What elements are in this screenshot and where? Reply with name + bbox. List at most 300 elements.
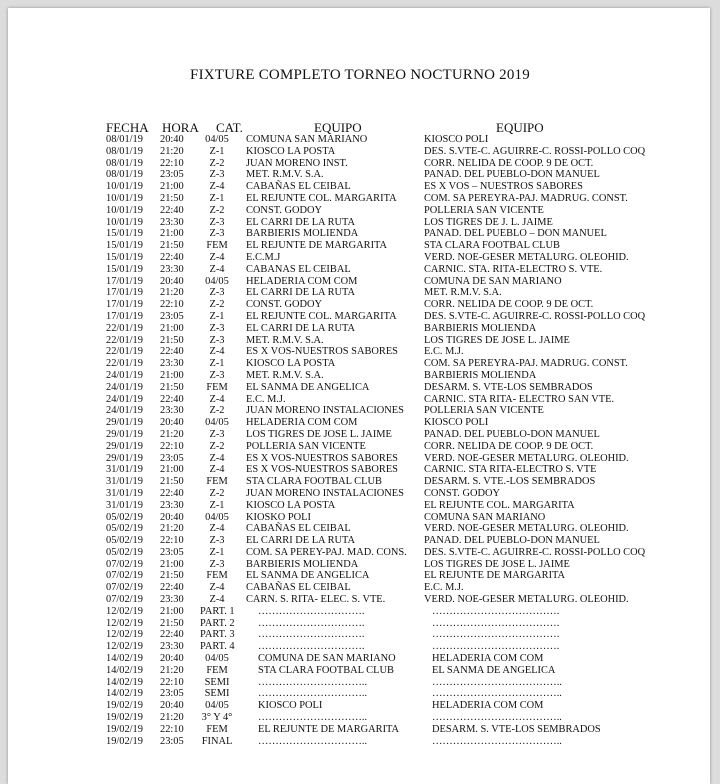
table-row <box>0 169 720 181</box>
team-1-cell: CONST. GODOY <box>246 204 323 216</box>
date-cell: 05/02/19 <box>106 523 143 535</box>
team-1-cell: EL SANMA DE ANGELICA <box>246 381 370 393</box>
table-row <box>0 500 720 512</box>
team-1-cell: STA CLARA FOOTBAL CLUB <box>258 664 394 676</box>
category-cell: Z-3 <box>209 228 225 240</box>
category-cell: SEMI <box>204 688 230 700</box>
category-cell: Z-3 <box>209 322 225 334</box>
category-cell: FEM <box>206 240 228 252</box>
time-cell: 23:05 <box>160 546 184 558</box>
category-cell: Z-4 <box>209 464 225 476</box>
team-2-cell: ……………………………….. <box>432 712 562 724</box>
table-row <box>0 276 720 288</box>
time-cell: 21:50 <box>160 617 184 629</box>
time-cell: 21:00 <box>160 322 184 334</box>
time-cell: 22:40 <box>160 582 184 594</box>
team-2-cell: E.C. M.J. <box>424 346 464 358</box>
category-cell: Z-3 <box>209 428 225 440</box>
time-cell: 23:30 <box>160 263 184 275</box>
date-cell: 14/02/19 <box>106 653 143 665</box>
team-2-cell: DESARM. S. VTE-LOS SEMBRADOS <box>424 381 593 393</box>
team-2-cell: ……………………………….. <box>432 735 562 747</box>
date-cell: 10/01/19 <box>106 181 143 193</box>
date-cell: 05/02/19 <box>106 511 143 523</box>
team-2-cell: ……………………………….. <box>432 676 562 688</box>
date-cell: 08/01/19 <box>106 134 143 145</box>
category-cell: Z-1 <box>209 546 225 558</box>
time-cell: 23:05 <box>160 310 184 322</box>
date-cell: 31/01/19 <box>106 464 143 476</box>
time-cell: 20:40 <box>160 134 184 145</box>
table-row <box>0 665 720 677</box>
date-cell: 17/01/19 <box>106 310 143 322</box>
team-1-cell: EL CARRI DE LA RUTA <box>246 322 356 334</box>
time-cell: 22:10 <box>160 723 184 735</box>
team-1-cell: CONST. GODOY <box>246 299 323 311</box>
category-cell: Z-4 <box>209 263 225 275</box>
category-cell: Z-2 <box>209 157 225 169</box>
time-cell: 23:05 <box>160 452 184 464</box>
team-2-cell: DES. S.VTE-C. AGUIRRE-C. ROSSI-POLLO COQ <box>424 546 646 558</box>
team-2-cell: PANAD. DEL PUEBLO – DON MANUEL <box>424 228 607 240</box>
category-cell: Z-2 <box>209 299 225 311</box>
team-2-cell: POLLERIA SAN VICENTE <box>424 204 544 216</box>
team-2-cell: KIOSCO POLI <box>424 417 489 429</box>
table-row <box>0 724 720 736</box>
time-cell: 22:40 <box>160 251 184 263</box>
team-1-cell: …………………………. <box>258 641 365 653</box>
team-1-cell: KIOSCO LA POSTA <box>246 499 336 511</box>
category-cell: 04/05 <box>205 134 229 145</box>
table-row <box>0 335 720 347</box>
date-cell: 10/01/19 <box>106 216 143 228</box>
table-row <box>0 311 720 323</box>
time-cell: 23:05 <box>160 735 184 747</box>
team-1-cell: LOS TIGRES DE JOSE L. JAIME <box>246 428 392 440</box>
time-cell: 23:30 <box>160 594 184 606</box>
date-cell: 05/02/19 <box>106 535 143 547</box>
team-2-cell: ES X VOS – NUESTROS SABORES <box>424 181 583 193</box>
team-2-cell: PANAD. DEL PUEBLO-DON MANUEL <box>424 169 600 181</box>
team-2-cell: LOS TIGRES DE JOSE L. JAIME <box>424 334 570 346</box>
team-1-cell: ………………………….. <box>258 712 368 724</box>
table-row <box>0 653 720 665</box>
category-cell: Z-4 <box>209 181 225 193</box>
table-row <box>0 382 720 394</box>
date-cell: 08/01/19 <box>106 169 143 181</box>
team-1-cell: KIOSCO LA POSTA <box>246 358 336 370</box>
team-2-cell: VERD. NOE-GESER METALURG. OLEOHID. <box>424 452 629 464</box>
time-cell: 21:50 <box>160 334 184 346</box>
category-cell: Z-4 <box>209 523 225 535</box>
team-1-cell: HELADERIA COM COM <box>246 417 358 429</box>
table-row <box>0 688 720 700</box>
date-cell: 24/01/19 <box>106 393 143 405</box>
time-cell: 22:10 <box>160 535 184 547</box>
team-2-cell: ………………………………. <box>432 629 560 641</box>
time-cell: 23:05 <box>160 688 184 700</box>
category-cell: 04/05 <box>205 275 229 287</box>
date-cell: 17/01/19 <box>106 275 143 287</box>
table-row <box>0 547 720 559</box>
team-1-cell: HELADERIA COM COM <box>246 275 358 287</box>
category-cell: Z-3 <box>209 216 225 228</box>
category-cell: Z-1 <box>209 358 225 370</box>
team-1-cell: E.C.M.J <box>246 251 281 263</box>
category-cell: PART. 1 <box>200 605 235 617</box>
date-cell: 22/01/19 <box>106 322 143 334</box>
team-1-cell: CABAÑAS EL CEIBAL <box>246 523 351 535</box>
team-2-cell: COMUNA SAN MARIANO <box>424 511 546 523</box>
time-cell: 21:50 <box>160 381 184 393</box>
category-cell: Z-3 <box>209 535 225 547</box>
table-row <box>0 405 720 417</box>
time-cell: 21:00 <box>160 464 184 476</box>
category-cell: FEM <box>206 381 228 393</box>
time-cell: 22:40 <box>160 346 184 358</box>
table-row <box>0 512 720 524</box>
date-cell: 15/01/19 <box>106 240 143 252</box>
time-cell: 23:30 <box>160 499 184 511</box>
time-cell: 22:40 <box>160 204 184 216</box>
time-cell: 20:40 <box>160 275 184 287</box>
time-cell: 22:10 <box>160 157 184 169</box>
time-cell: 23:30 <box>160 216 184 228</box>
category-cell: Z-4 <box>209 393 225 405</box>
date-cell: 19/02/19 <box>106 700 143 712</box>
category-cell: Z-3 <box>209 169 225 181</box>
table-row <box>0 618 720 630</box>
date-cell: 05/02/19 <box>106 546 143 558</box>
team-1-cell: EL REJUNTE COL. MARGARITA <box>246 310 397 322</box>
table-row <box>0 429 720 441</box>
team-1-cell: EL REJUNTE DE MARGARITA <box>258 723 400 735</box>
team-2-cell: PANAD. DEL PUEBLO-DON MANUEL <box>424 428 600 440</box>
date-cell: 31/01/19 <box>106 487 143 499</box>
header-equipo-2: EQUIPO <box>496 120 544 135</box>
header-fecha: FECHA <box>106 120 149 135</box>
date-cell: 31/01/19 <box>106 499 143 511</box>
time-cell: 21:50 <box>160 192 184 204</box>
team-2-cell: ………………………………. <box>432 605 560 617</box>
team-1-cell: ………………………….. <box>258 735 368 747</box>
category-cell: Z-3 <box>209 287 225 299</box>
team-2-cell: ………………………………. <box>432 641 560 653</box>
category-cell: 04/05 <box>205 700 229 712</box>
category-cell: Z-4 <box>209 452 225 464</box>
table-row <box>0 476 720 488</box>
time-cell: 21:00 <box>160 369 184 381</box>
fixture-table <box>0 134 720 747</box>
team-1-cell: COMUNA DE SAN MARIANO <box>258 653 396 665</box>
category-cell: Z-4 <box>209 251 225 263</box>
date-cell: 22/01/19 <box>106 346 143 358</box>
time-cell: 21:20 <box>160 523 184 535</box>
team-2-cell: CARNIC. STA. RITA-ELECTRO S. VTE. <box>424 263 603 275</box>
team-2-cell: DESARM. S. VTE.-LOS SEMBRADOS <box>424 476 596 488</box>
team-2-cell: CARNIC. STA RITA-ELECTRO S. VTE <box>424 464 597 476</box>
date-cell: 07/02/19 <box>106 570 143 582</box>
team-1-cell: EL SANMA DE ANGELICA <box>246 570 370 582</box>
document-title: FIXTURE COMPLETO TORNEO NOCTURNO 2019 <box>190 67 530 83</box>
team-1-cell: MET. R.M.V. S.A. <box>246 334 324 346</box>
header-hora: HORA <box>162 120 199 135</box>
team-2-cell: ………………………………. <box>432 617 560 629</box>
time-cell: 22:40 <box>160 487 184 499</box>
table-row <box>0 252 720 264</box>
team-2-cell: HELADERIA COM COM <box>432 653 544 665</box>
team-2-cell: VERD. NOE-GESER METALURG. OLEOHID. <box>424 594 629 606</box>
team-1-cell: JUAN MORENO INSTALACIONES <box>246 405 404 417</box>
table-row <box>0 228 720 240</box>
team-2-cell: E.C. M.J. <box>424 582 464 594</box>
team-2-cell: MET. R.M.V. S.A. <box>424 287 502 299</box>
category-cell: Z-3 <box>209 334 225 346</box>
team-2-cell: COM. SA PEREYRA-PAJ. MADRUG. CONST. <box>424 358 628 370</box>
team-2-cell: DES. S.VTE-C. AGUIRRE-C. ROSSI-POLLO COQ <box>424 145 646 157</box>
time-cell: 21:50 <box>160 570 184 582</box>
team-1-cell: BARBIERIS MOLIENDA <box>246 228 359 240</box>
table-row <box>0 453 720 465</box>
time-cell: 21:20 <box>160 712 184 724</box>
team-1-cell: COM. SA PEREY-PAJ. MAD. CONS. <box>246 546 407 558</box>
time-cell: 22:10 <box>160 299 184 311</box>
table-row <box>0 523 720 535</box>
team-1-cell: COMUNA SAN MARIANO <box>246 134 368 145</box>
team-1-cell: MET. R.M.V. S.A. <box>246 369 324 381</box>
category-cell: PART. 3 <box>200 629 235 641</box>
table-row <box>0 594 720 606</box>
time-cell: 20:40 <box>160 653 184 665</box>
category-cell: FEM <box>206 476 228 488</box>
header-equipo-1: EQUIPO <box>314 120 362 135</box>
date-cell: 17/01/19 <box>106 287 143 299</box>
date-cell: 07/02/19 <box>106 558 143 570</box>
team-1-cell: MET. R.M.V. S.A. <box>246 169 324 181</box>
table-row <box>0 570 720 582</box>
team-1-cell: CABAÑAS EL CEIBAL <box>246 582 351 594</box>
team-2-cell: VERD. NOE-GESER METALURG. OLEOHID. <box>424 251 629 263</box>
date-cell: 17/01/19 <box>106 299 143 311</box>
time-cell: 22:10 <box>160 676 184 688</box>
team-2-cell: EL SANMA DE ANGELICA <box>432 664 556 676</box>
date-cell: 15/01/19 <box>106 263 143 275</box>
team-1-cell: ES X VOS-NUESTROS SABORES <box>246 464 398 476</box>
team-1-cell: …………………………. <box>258 605 365 617</box>
table-row <box>0 677 720 689</box>
category-cell: Z-3 <box>209 558 225 570</box>
category-cell: Z-1 <box>209 310 225 322</box>
date-cell: 22/01/19 <box>106 358 143 370</box>
category-cell: 04/05 <box>205 653 229 665</box>
category-cell: PART. 4 <box>200 641 235 653</box>
table-row <box>0 370 720 382</box>
time-cell: 21:00 <box>160 228 184 240</box>
team-1-cell: EL CARRI DE LA RUTA <box>246 287 356 299</box>
team-1-cell: BARBIERIS MOLIENDA <box>246 558 359 570</box>
category-cell: FEM <box>206 723 228 735</box>
table-row <box>0 193 720 205</box>
team-2-cell: LOS TIGRES DE J. L. JAIME <box>424 216 553 228</box>
team-2-cell: DES. S.VTE-C. AGUIRRE-C. ROSSI-POLLO COQ <box>424 310 646 322</box>
table-row <box>0 323 720 335</box>
date-cell: 12/02/19 <box>106 605 143 617</box>
table-row <box>0 146 720 158</box>
time-cell: 21:50 <box>160 240 184 252</box>
table-row <box>0 299 720 311</box>
category-cell: Z-1 <box>209 145 225 157</box>
team-2-cell: CORR. NELIDA DE COOP. 9 DE OCT. <box>424 299 594 311</box>
category-cell: Z-3 <box>209 369 225 381</box>
date-cell: 19/02/19 <box>106 735 143 747</box>
date-cell: 14/02/19 <box>106 676 143 688</box>
category-cell: PART. 2 <box>200 617 235 629</box>
team-2-cell: PANAD. DEL PUEBLO-DON MANUEL <box>424 535 600 547</box>
category-cell: 04/05 <box>205 511 229 523</box>
date-cell: 08/01/19 <box>106 145 143 157</box>
date-cell: 15/01/19 <box>106 228 143 240</box>
date-cell: 22/01/19 <box>106 334 143 346</box>
time-cell: 21:20 <box>160 428 184 440</box>
category-cell: Z-4 <box>209 346 225 358</box>
team-2-cell: CARNIC. STA RITA- ELECTRO SAN VTE. <box>424 393 615 405</box>
team-2-cell: STA CLARA FOOTBAL CLUB <box>424 240 560 252</box>
header-cat: CAT. <box>216 120 243 135</box>
time-cell: 21:20 <box>160 145 184 157</box>
date-cell: 29/01/19 <box>106 452 143 464</box>
table-row <box>0 641 720 653</box>
team-2-cell: COM. SA PEREYRA-PAJ. MADRUG. CONST. <box>424 192 628 204</box>
time-cell: 23:05 <box>160 169 184 181</box>
table-row <box>0 264 720 276</box>
time-cell: 22:40 <box>160 629 184 641</box>
date-cell: 08/01/19 <box>106 157 143 169</box>
table-row <box>0 181 720 193</box>
category-cell: Z-2 <box>209 487 225 499</box>
team-1-cell: EL CARRI DE LA RUTA <box>246 216 356 228</box>
date-cell: 07/02/19 <box>106 594 143 606</box>
table-row <box>0 606 720 618</box>
date-cell: 31/01/19 <box>106 476 143 488</box>
team-2-cell: POLLERIA SAN VICENTE <box>424 405 544 417</box>
category-cell: Z-1 <box>209 192 225 204</box>
category-cell: Z-2 <box>209 440 225 452</box>
team-2-cell: DESARM. S. VTE-LOS SEMBRADOS <box>432 723 601 735</box>
team-1-cell: JUAN MORENO INSTALACIONES <box>246 487 404 499</box>
date-cell: 29/01/19 <box>106 440 143 452</box>
category-cell: Z-1 <box>209 499 225 511</box>
time-cell: 22:10 <box>160 440 184 452</box>
table-row <box>0 464 720 476</box>
time-cell: 21:00 <box>160 605 184 617</box>
team-1-cell: EL CARRI DE LA RUTA <box>246 535 356 547</box>
team-2-cell: HELADERIA COM COM <box>432 700 544 712</box>
category-cell: Z-4 <box>209 594 225 606</box>
team-1-cell: KIOSKO POLI <box>246 511 311 523</box>
table-row <box>0 205 720 217</box>
team-2-cell: ……………………………….. <box>432 688 562 700</box>
date-cell: 10/01/19 <box>106 192 143 204</box>
team-1-cell: …………………………. <box>258 617 365 629</box>
team-2-cell: VERD. NOE-GESER METALURG. OLEOHID. <box>424 523 629 535</box>
team-1-cell: ………………………….. <box>258 676 368 688</box>
team-2-cell: CORR. NELIDA DE COOP. 9 DE OCT. <box>424 440 594 452</box>
table-row <box>0 158 720 170</box>
team-1-cell: ES X VOS-NUESTROS SABORES <box>246 346 398 358</box>
category-cell: FINAL <box>201 735 233 747</box>
team-2-cell: CORR. NELIDA DE COOP. 9 DE OCT. <box>424 157 594 169</box>
team-2-cell: KIOSCO POLI <box>424 134 489 145</box>
table-row <box>0 441 720 453</box>
time-cell: 20:40 <box>160 700 184 712</box>
table-row <box>0 358 720 370</box>
category-cell: Z-2 <box>209 204 225 216</box>
date-cell: 12/02/19 <box>106 629 143 641</box>
table-row <box>0 217 720 229</box>
team-2-cell: BARBIERIS MOLIENDA <box>424 369 537 381</box>
team-1-cell: EL REJUNTE COL. MARGARITA <box>246 192 397 204</box>
date-cell: 19/02/19 <box>106 723 143 735</box>
category-cell: SEMI <box>204 676 230 688</box>
date-cell: 24/01/19 <box>106 369 143 381</box>
time-cell: 22:40 <box>160 393 184 405</box>
team-1-cell: CABAÑAS EL CEIBAL <box>246 181 351 193</box>
table-row <box>0 736 720 748</box>
table-row <box>0 417 720 429</box>
date-cell: 14/02/19 <box>106 664 143 676</box>
date-cell: 14/02/19 <box>106 688 143 700</box>
table-row <box>0 700 720 712</box>
team-2-cell: EL REJUNTE DE MARGARITA <box>424 570 566 582</box>
team-2-cell: LOS TIGRES DE JOSE L. JAIME <box>424 558 570 570</box>
category-cell: 3° Y 4° <box>201 712 233 724</box>
time-cell: 23:30 <box>160 405 184 417</box>
team-2-cell: COMUNA DE SAN MARIANO <box>424 275 562 287</box>
table-row <box>0 535 720 547</box>
team-1-cell: ES X VOS-NUESTROS SABORES <box>246 452 398 464</box>
date-cell: 10/01/19 <box>106 204 143 216</box>
date-cell: 24/01/19 <box>106 405 143 417</box>
table-row <box>0 629 720 641</box>
time-cell: 21:50 <box>160 476 184 488</box>
team-1-cell: EL REJUNTE DE MARGARITA <box>246 240 388 252</box>
team-1-cell: KIOSCO LA POSTA <box>246 145 336 157</box>
team-2-cell: EL REJUNTE COL. MARGARITA <box>424 499 575 511</box>
date-cell: 24/01/19 <box>106 381 143 393</box>
table-row <box>0 134 720 146</box>
team-2-cell: CONST. GODOY <box>424 487 501 499</box>
team-1-cell: E.C. M.J. <box>246 393 286 405</box>
time-cell: 23:30 <box>160 641 184 653</box>
team-1-cell: POLLERIA SAN VICENTE <box>246 440 366 452</box>
table-row <box>0 559 720 571</box>
table-row <box>0 582 720 594</box>
table-row <box>0 712 720 724</box>
table-row <box>0 488 720 500</box>
category-cell: 04/05 <box>205 417 229 429</box>
category-cell: Z-4 <box>209 582 225 594</box>
team-1-cell: …………………………. <box>258 629 365 641</box>
time-cell: 23:30 <box>160 358 184 370</box>
table-row <box>0 346 720 358</box>
time-cell: 20:40 <box>160 511 184 523</box>
date-cell: 19/02/19 <box>106 712 143 724</box>
team-1-cell: CABANAS EL CEIBAL <box>246 263 351 275</box>
team-1-cell: KIOSCO POLI <box>258 700 323 712</box>
time-cell: 21:00 <box>160 181 184 193</box>
team-1-cell: CARN. S. RITA- ELEC. S. VTE. <box>246 594 386 606</box>
time-cell: 21:00 <box>160 558 184 570</box>
